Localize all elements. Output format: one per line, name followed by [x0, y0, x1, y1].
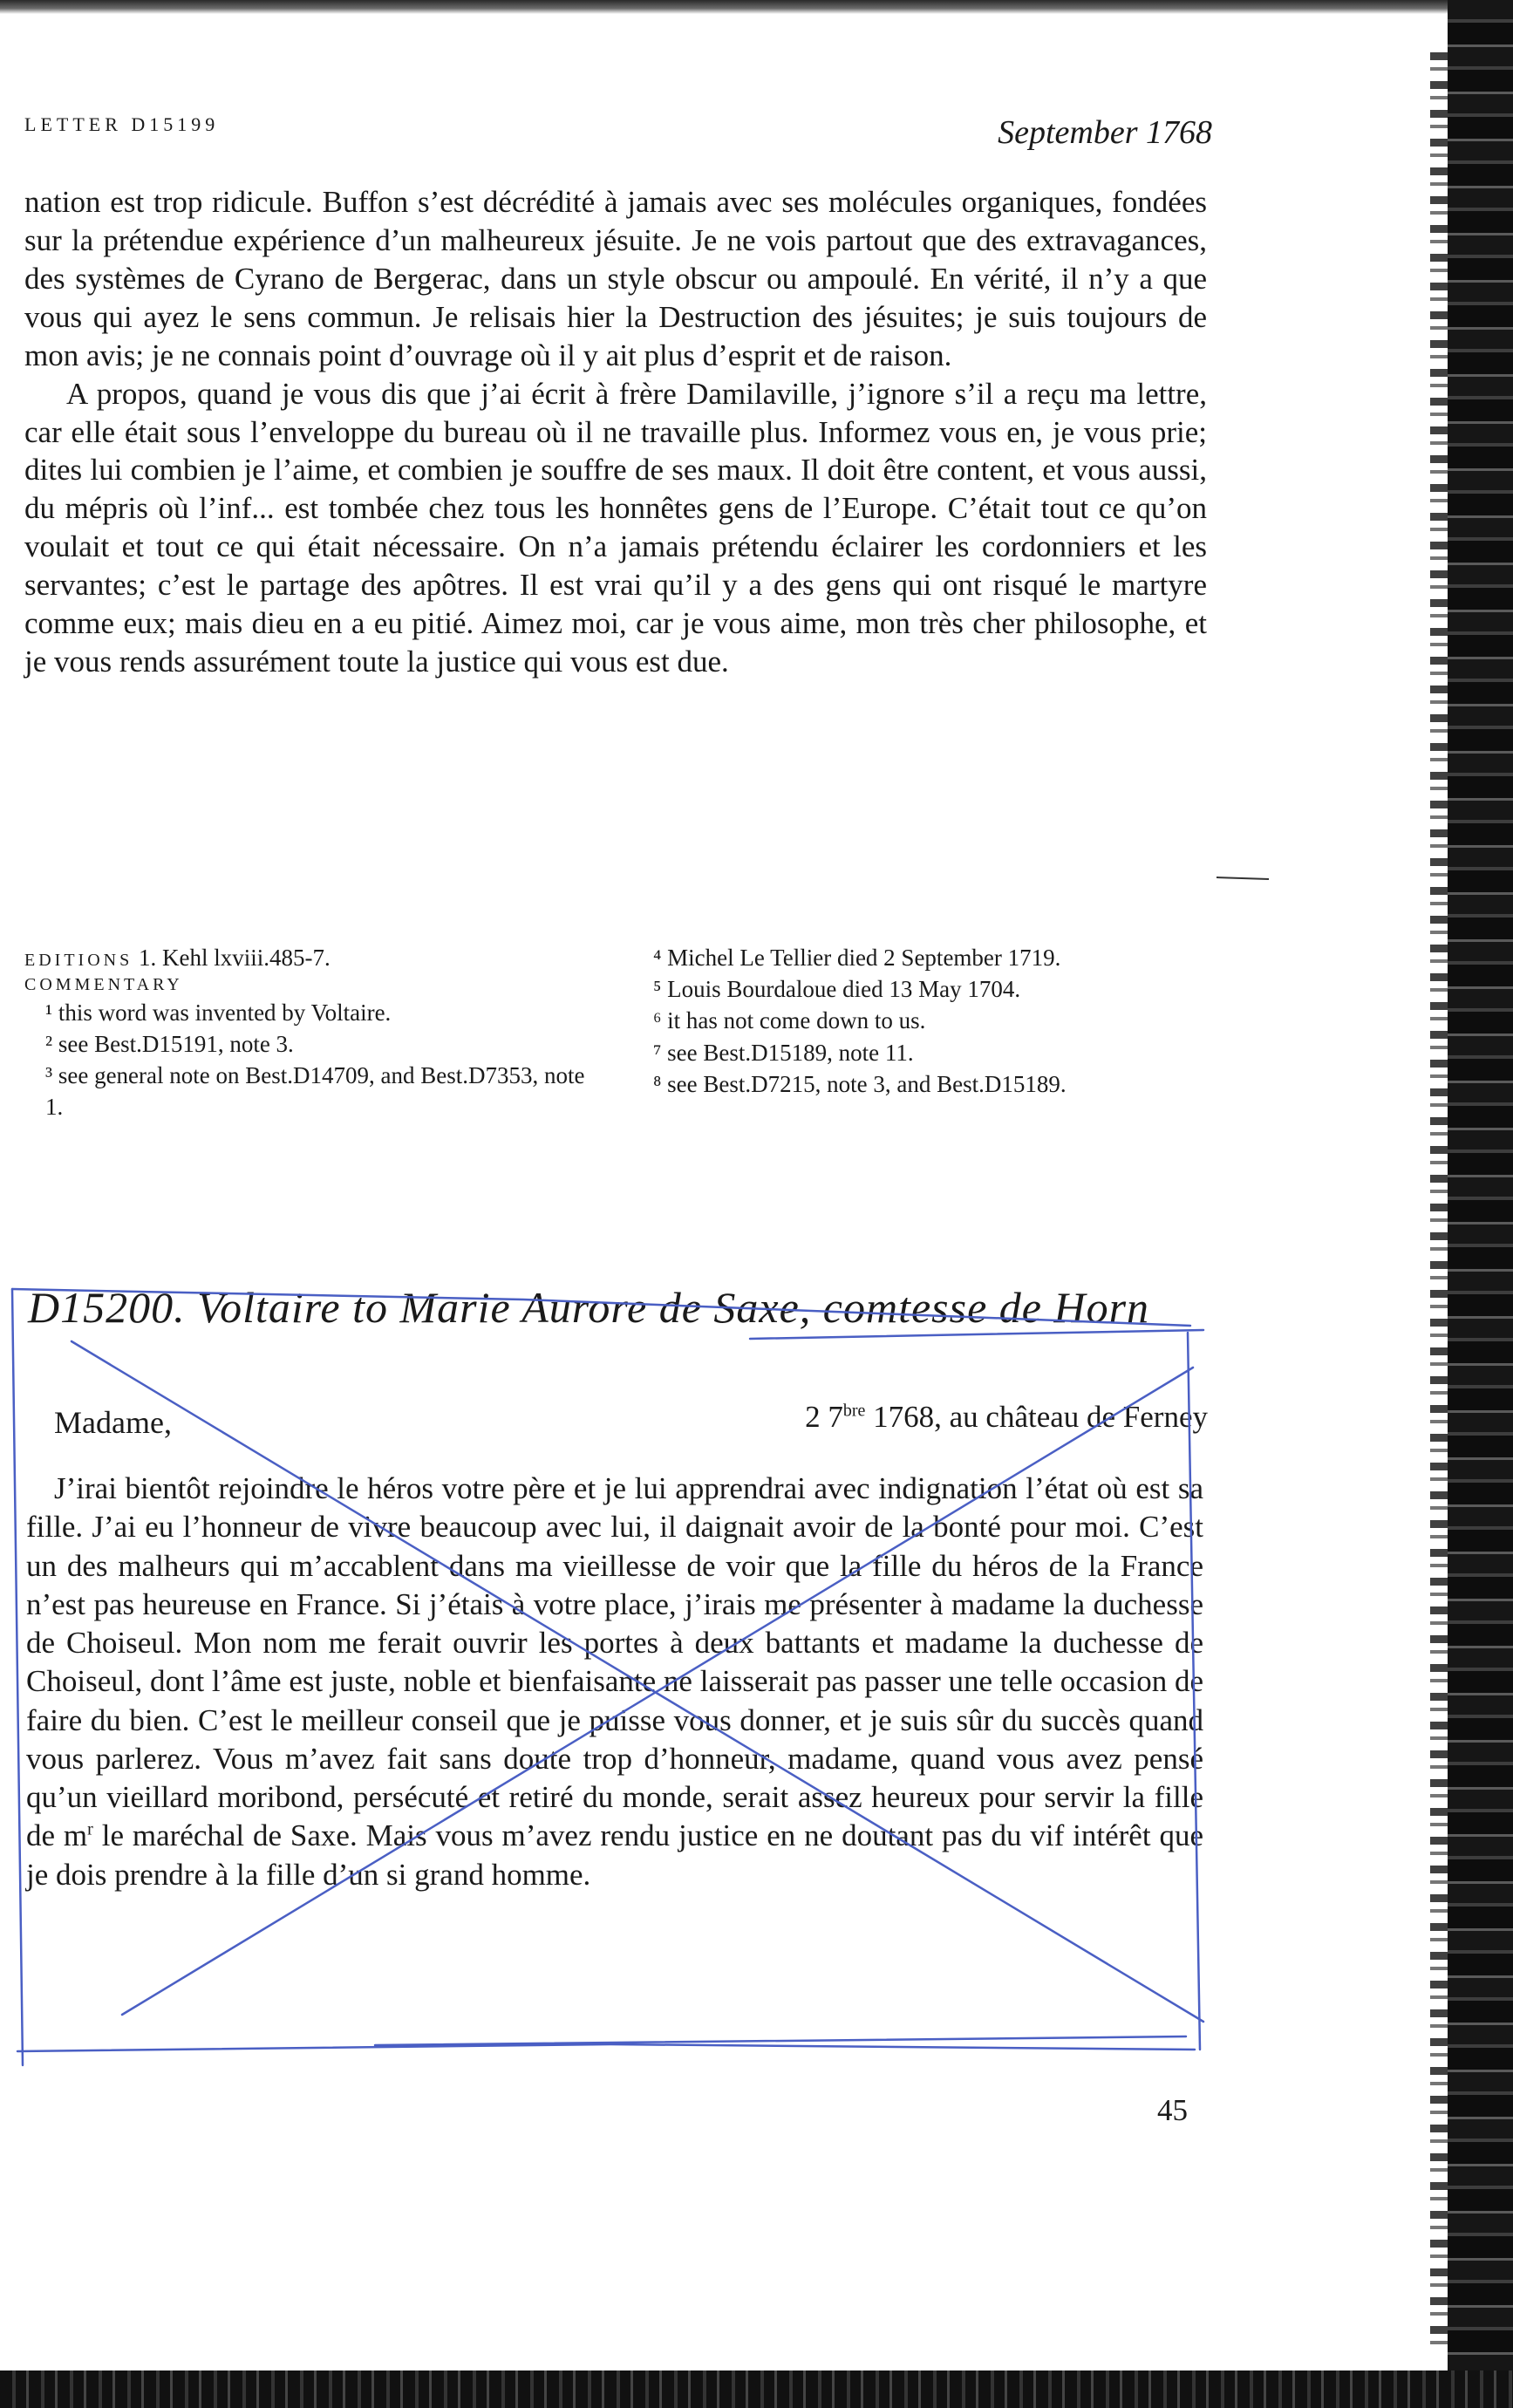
letter-text-part2: le maréchal de Saxe. Mais vous m’avez rendu justice en ne doutant pas du vif intérêt que je dois prendre à la fille d’un si grand homme. — [26, 1818, 1203, 1892]
letter-date-sup: bre — [842, 1401, 866, 1421]
letter-text — [26, 1470, 1203, 1894]
editions-text: 1. Kehl lxviii.485-7. — [138, 945, 331, 971]
scan-edge-top — [0, 0, 1513, 14]
strike-last-line — [375, 2036, 1186, 2045]
scan-edge-bottom — [0, 2370, 1513, 2408]
footnote-8: ⁸ see Best.D7215, note 3, and Best.D15189. — [653, 1070, 1067, 1097]
letter-date — [650, 1400, 1208, 1435]
editions-label: EDITIONS — [24, 951, 133, 970]
letter-salutation: Madame, — [54, 1405, 172, 1440]
commentary-label: COMMENTARY — [24, 975, 183, 995]
page-number: 45 — [1157, 2093, 1188, 2127]
notes-left-column — [24, 942, 600, 1123]
footnote-2: ² see Best.D15191, note 3. — [45, 1031, 294, 1058]
letter-body-continued — [24, 183, 1207, 681]
body-paragraph-2: A propos, quand je vous dis que j’ai écrit à frère Damilaville, j’ignore s’il a reçu ma lettre, car elle était sous l’enveloppe du bureau où il ne travaille plus. Informez vous en, je vous prie; dites lui combien je l’aime, et combien je souffre de ses maux. Il doit être content, et vous aussi, du mépris où l’inf... est tombée chez tous les honnêtes gens de l’Europe. C’était tout ce qu’on voulait et tout ce qui était nécessaire. On n’a jamais prétendu éclairer les cordonniers et les servantes; c’est le partage des apôtres. Il est vrai qu’il y a des gens qui ont risqué le martyre comme eux; mais dieu en a eu pitié. Aimez moi, car je vous aime, mon très cher philosophe, et je vous rends assurément toute la justice qui vous est due. — [24, 376, 1207, 679]
letter-text-sup: r — [87, 1819, 93, 1839]
running-head: LETTER D15199 — [24, 113, 220, 135]
letter-date-suffix: 1768, au château de Ferney — [865, 1400, 1208, 1434]
footnote-4: ⁴ Michel Le Tellier died 2 September 1719. — [653, 945, 1061, 971]
letter-text-part1: J’irai bientôt rejoindre le héros votre père et je lui apprendrai avec indignation l’état où est sa fille. J’ai eu l’honneur de vivre beaucoup avec lui, il daignait avoir de la bonté pour moi. C’est un des malheurs qui m’accablent dans ma vieillesse de voir que la fille du héros de la France n’est pas heureuse en France. Si j’étais à votre place, j’irais me présenter à madame la duchesse de Choiseul. Mon nom me ferait ouvrir les portes à deux battants et madame la duchesse de Choiseul, dont l’âme est juste, noble et bienfaisante ne laisserait pas passer une telle occasion de faire du bien. C’est le meilleur conseil que je puisse vous donner, et je suis sûr du succès quand vous parlerez. Vous m’avez fait sans doute trop d’honneur, madame, quand vous avez pensé qu’un vieillard moribond, persécuté et retiré du monde, serait assez heureux pour servir la fille de m — [26, 1471, 1203, 1853]
footnote-1: ¹ this word was invented by Voltaire. — [45, 999, 392, 1026]
footnote-6: ⁶ it has not come down to us. — [653, 1007, 926, 1034]
editions-line — [24, 942, 600, 973]
box-left-line — [12, 1289, 23, 2065]
letter-title: D15200. Voltaire to Marie Aurore de Saxe, comtesse de Horn — [28, 1283, 1150, 1332]
letter-paragraph — [26, 1470, 1203, 1894]
scan-edge-gutter — [1430, 52, 1449, 2355]
box-bottom-line — [17, 2044, 1195, 2051]
scan-edge-right — [1448, 0, 1513, 2408]
footnote-7: ⁷ see Best.D15189, note 11. — [653, 1039, 914, 1066]
notes-right-column — [632, 942, 1206, 1100]
footnote-3: ³ see general note on Best.D14709, and Best.D7353, note 1. — [45, 1062, 585, 1121]
letter-date-prefix: 2 7 — [805, 1400, 843, 1434]
footnote-5: ⁵ Louis Bourdaloue died 13 May 1704. — [653, 976, 1021, 1003]
margin-dash — [1217, 877, 1269, 879]
body-paragraph-1: nation est trop ridicule. Buffon s’est décrédité à jamais avec ses molécules organiques, fondées sur la prétendue expérience d’un malheureux jésuite. Je ne vois partout que des extravagances, des systèmes de Cyrano de Bergerac, dans un style obscur ou ampoulé. En vérité, il n’y a que vous qui ayez le sens commun. Je relisais hier la Destruction des jésuites; je suis toujours de mon avis; je ne connais point d’ouvrage où il y ait plus d’esprit et de raison. — [24, 185, 1207, 372]
running-date: September 1768 — [998, 114, 1212, 151]
